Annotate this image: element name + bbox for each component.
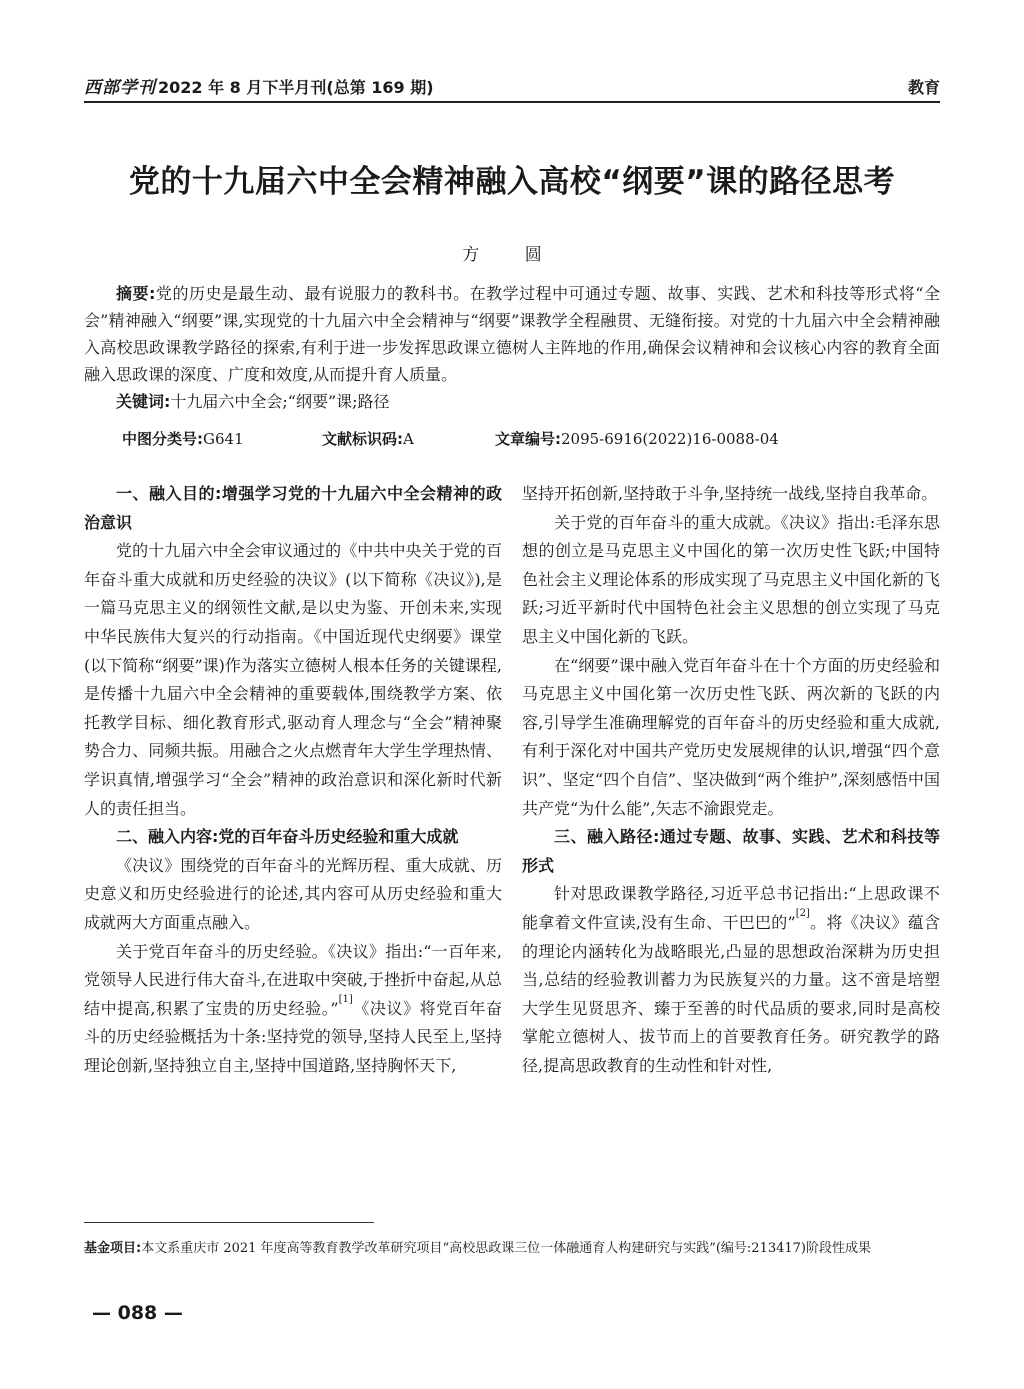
section-heading-2: 二、融入内容:党的百年奋斗历史经验和重大成就 [116,827,459,847]
section-heading-3: 三、融入路径:通过专题、故事、实践、艺术和科技等形式 [522,827,940,875]
paragraph-text: 关于党百年奋斗的历史经验。《决议》指出:“一百年来,党领导人民进行伟大奋斗,在进取中突破,于挫折中奋起,从总结中提高,积累了宝贵的历史经验。” [84,941,502,1018]
journal-logo: 西部学刊 [84,78,156,98]
citation-ref: [2] [795,907,810,919]
doc-label: 文献标识码: [322,430,403,448]
paragraph-text: 针对思政课教学路径,习近平总书记指出:“上思政课不能拿着文件宣读,没有生命、干巴巴的” [522,884,940,932]
abstract-label: 摘要: [116,284,156,303]
paragraph: 关于党的百年奋斗的重大成就。《决议》指出:毛泽东思想的创立是马克思主义中国化的第一次历史性飞跃;中国特色社会主义理论体系的形成实现了马克思主义中国化新的飞跃;习近平新时代中国特色社会主义思想的创立实现了马克思主义中国化新的飞跃。 [522,512,940,646]
footnote-label: 基金项目: [84,1241,142,1256]
body-column-left [84,480,502,1080]
footnote-divider [84,1222,374,1223]
paragraph: 在“纲要”课中融入党百年奋斗在十个方面的历史经验和马克思主义中国化第一次历史性飞跃、两次新的飞跃的内容,引导学生准确理解党的百年奋斗的历史经验和重大成就,有利于深化对中国共产党历史发展规律的认识,增强“四个意识”、坚定“四个自信”、坚决做到“两个维护”,深刻感悟中国共产党“为什么能”,矢志不渝跟党走。 [522,655,940,818]
keywords-label: 关键词: [116,392,171,411]
paragraph-text: 。将《决议》蕴含的理论内涵转化为战略眼光,凸显的思想政治深耕为历史担当,总结的经验教训蓄力为民族复兴的力量。这不啻是培塑大学生见贤思齐、臻于至善的时代品质的要求,同时是高校掌舵立德树人、拔节而上的首要教育任务。研究教学的路径,提高思政教育的生动性和针对性, [522,912,940,1075]
page-number: — 088 — [92,1302,183,1324]
article-number-value: 2095-6916(2022)16-0088-04 [561,430,779,448]
keywords [84,388,940,415]
footnote [84,1238,940,1260]
paragraph-text: 《决议》将党百年奋斗的历史经验概括为十条:坚持党的领导,坚持人民至上,坚持理论创新,坚持独立自主,坚持中国道路,坚持胸怀天下, [84,998,502,1075]
paragraph [84,938,502,1081]
keywords-text: 十九届六中全会;“纲要”课;路径 [170,392,390,411]
clc-value: G641 [203,430,244,448]
running-header [84,68,940,103]
article-number [495,428,779,449]
author-name: 方 圆 [462,245,562,265]
abstract-block [84,280,940,415]
article-number-label: 文章编号: [495,430,561,448]
footnote-text: 本文系重庆市 2021 年度高等教育教学改革研究项目“高校思政课三位一体融通育人构建研究与实践”(编号:213417)阶段性成果 [141,1241,871,1256]
citation-ref: [1] [338,993,353,1005]
abstract-text: 党的历史是最生动、最有说服力的教科书。在教学过程中可通过专题、故事、实践、艺术和科技等形式将“全会”精神融入“纲要”课,实现党的十九届六中全会精神与“纲要”课教学全程融贯、无缝衔接。对党的十九届六中全会精神融入高校思政课教学路径的探索,有利于进一步发挥思政课立德树人主阵地的作用,确保会议精神和会议核心内容的教育全面融入思政课的深度、广度和效度,从而提升育人质量。 [84,284,940,384]
body-column-right [522,480,940,1080]
section-heading-1: 一、融入目的:增强学习党的十九届六中全会精神的政治意识 [84,484,502,532]
clc-code [122,428,322,449]
classification-info [122,428,779,449]
paragraph: 坚持开拓创新,坚持敢于斗争,坚持统一战线,坚持自我革命。 [522,484,938,503]
issue-info: 2022 年 8 月下半月刊(总第 169 期) [158,78,434,97]
document-code [322,428,495,449]
paragraph: 《决议》围绕党的百年奋斗的光辉历程、重大成就、历史意义和历史经验进行的论述,其内容可从历史经验和重大成就两大方面重点融入。 [84,855,502,932]
section-label: 教育 [907,78,940,97]
paragraph [522,880,940,1080]
clc-label: 中图分类号: [122,430,203,448]
abstract [84,280,940,388]
article-title: 党的十九届六中全会精神融入高校“纲要”课的路径思考 [128,164,896,200]
doc-value: A [403,430,414,448]
paragraph: 党的十九届六中全会审议通过的《中共中央关于党的百年奋斗重大成就和历史经验的决议》(以下简称《决议》),是一篇马克思主义的纲领性文献,是以史为鉴、开创未来,实现中华民族伟大复兴的行动指南。《中国近现代史纲要》课堂(以下简称“纲要”课)作为落实立德树人根本任务的关键课程,是传播十九届六中全会精神的重要载体,围绕教学方案、依托教学目标、细化教育形式,驱动育人理念与“全会”精神聚势合力、同频共振。用融合之火点燃青年大学生学理热情、学识真情,增强学习“全会”精神的政治意识和深化新时代新人的责任担当。 [84,541,502,818]
